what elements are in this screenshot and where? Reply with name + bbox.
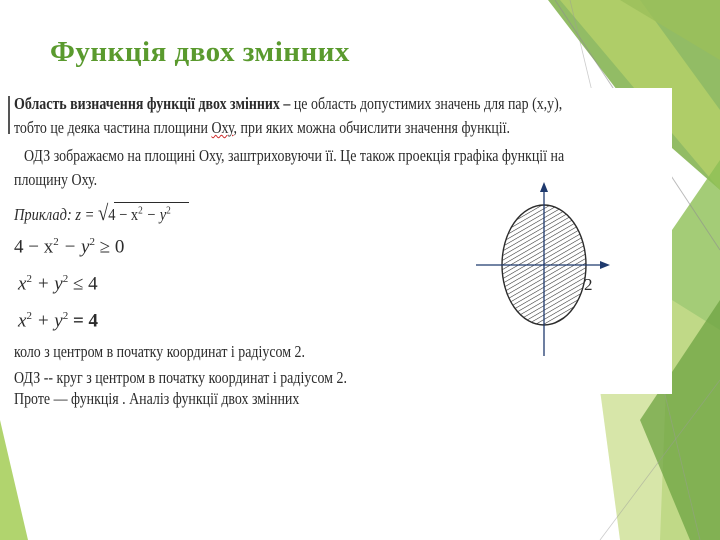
ineq2-exp-2: 2: [62, 273, 69, 285]
domain-figure: [448, 176, 618, 366]
definition-line-1: [14, 94, 562, 114]
sqrt-radicand-b: − y: [142, 205, 167, 224]
cut-off-line-text: Проте — функція . Аналіз функції двох змінних: [14, 389, 300, 408]
sqrt-bar: [114, 202, 189, 203]
sqrt-exp-1: 2: [138, 204, 143, 217]
y-axis-arrow: [540, 182, 548, 192]
ineq2-exp-1: 2: [26, 273, 32, 285]
ineq2-b: + y: [31, 273, 63, 295]
example-label: Приклад:: [14, 205, 72, 224]
definition-line-2a: тобто це деяка частина площини: [14, 118, 212, 137]
ineq1-exp-1: 2: [53, 236, 59, 248]
definition-rest: це область допустимих значень для пар (x,y),: [293, 94, 563, 113]
odz-line-1: ОДЗ зображаємо на площині Оху, заштриховуючи її. Це також проекція графіка функції на: [24, 146, 565, 165]
definition-oxy: Оху: [211, 118, 234, 137]
eq3-c: = 4: [68, 310, 99, 332]
example-lhs: z =: [75, 205, 95, 224]
ineq1-a: 4 − x: [14, 236, 54, 258]
slide-title: Функція двох змінних: [50, 36, 350, 68]
sqrt-radicand-a: 4 − x: [108, 205, 139, 224]
radius-label: 2: [584, 275, 593, 294]
odz-result: ОДЗ -- круг з центром в початку координат і радіусом 2.: [14, 368, 347, 387]
ineq1-exp-2: 2: [89, 236, 95, 248]
definition-term: Область визначення функції двох змінних: [14, 94, 280, 113]
cut-off-line: [14, 389, 300, 408]
x-axis-arrow: [600, 261, 610, 269]
definition-line-2: [14, 118, 510, 138]
definition-line-2b: , при яких можна обчислити значення функції.: [233, 118, 511, 137]
circle-description: коло з центром в початку координат і радіусом 2.: [14, 342, 306, 361]
ineq1-c: ≥ 0: [94, 236, 125, 258]
inequality-2: [18, 273, 98, 295]
sqrt-sign: √: [97, 200, 109, 225]
content-panel: [8, 88, 672, 408]
eq3-b: + y: [31, 310, 63, 332]
eq3-exp-2: 2: [62, 310, 69, 322]
panel-left-border: [8, 96, 10, 134]
ineq2-a: x: [18, 273, 27, 295]
odz-line-2: площину Оху.: [14, 170, 98, 189]
deco-shape-bottom-left: [0, 420, 28, 540]
inequality-1: [14, 236, 124, 258]
equation-3: [18, 310, 98, 332]
ineq1-b: − y: [58, 236, 90, 258]
eq3-exp-1: 2: [26, 310, 32, 322]
eq3-a: x: [18, 310, 27, 332]
definition-dash: –: [279, 94, 294, 113]
ineq2-c: ≤ 4: [68, 273, 98, 295]
example-line: [14, 200, 171, 226]
sqrt-exp-2: 2: [166, 204, 171, 217]
